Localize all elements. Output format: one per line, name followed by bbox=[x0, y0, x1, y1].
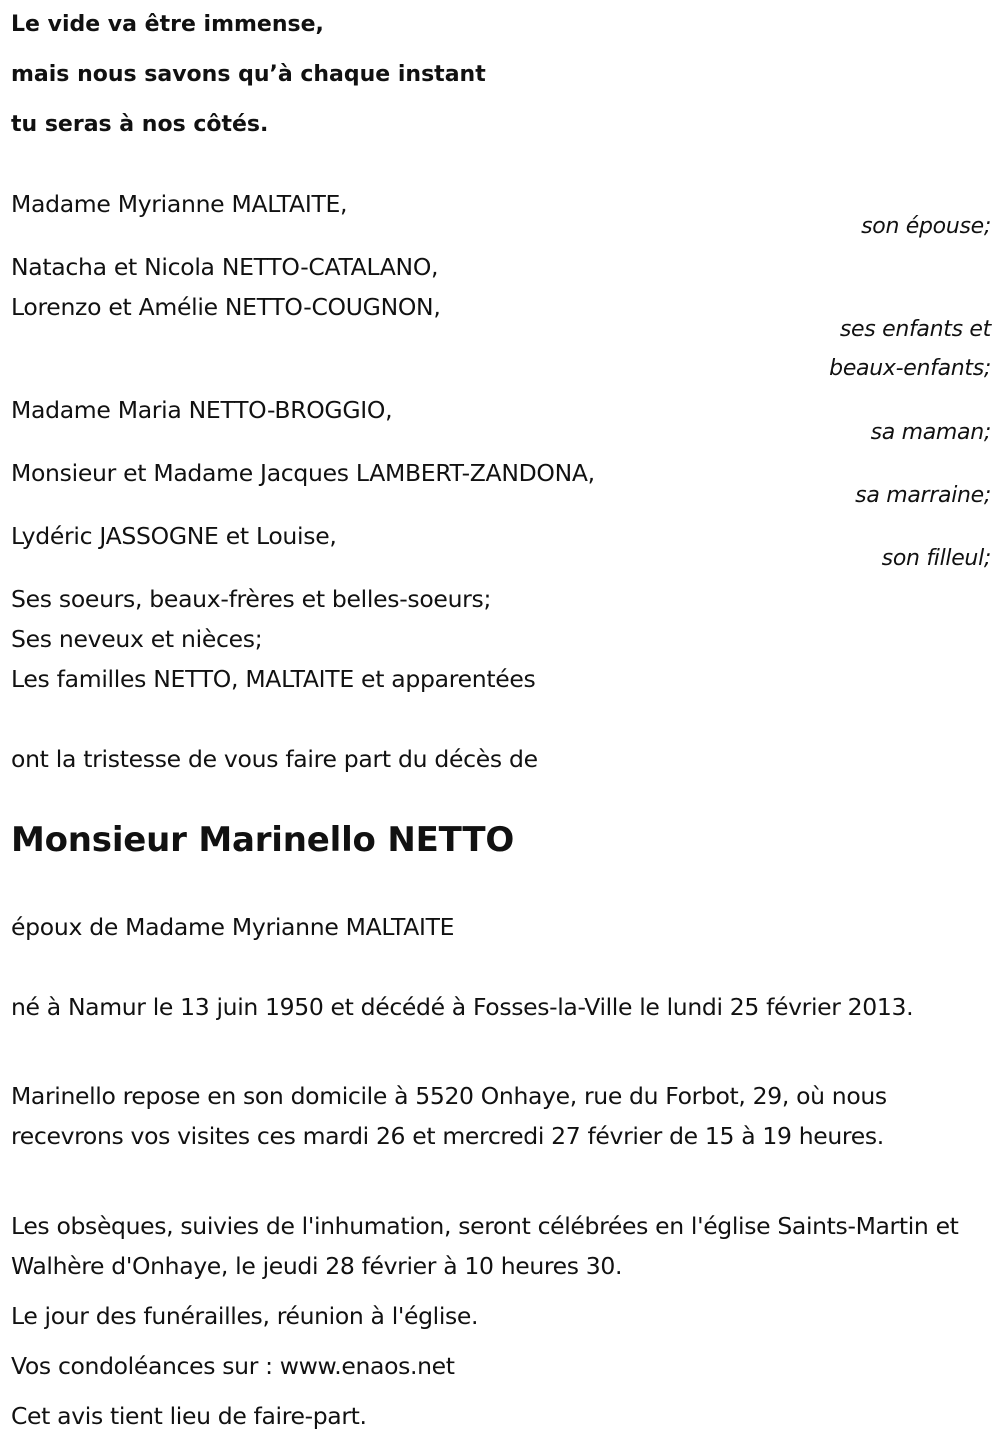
family-name-mother: Madame Maria NETTO-BROGGIO, bbox=[11, 396, 393, 424]
deceased-name: Monsieur Marinello NETTO bbox=[11, 820, 515, 860]
announcement-text: ont la tristesse de vous faire part du décès de bbox=[11, 745, 538, 773]
family-name-godmother: Monsieur et Madame Jacques LAMBERT-ZANDONA, bbox=[11, 459, 595, 487]
quote-line-3: tu seras à nos côtés. bbox=[11, 112, 269, 137]
detail-birth-death: né à Namur le 13 juin 1950 et décédé à Fosses-la-Ville le lundi 25 février 2013. bbox=[11, 993, 914, 1021]
family-name-child-2: Lorenzo et Amélie NETTO-COUGNON, bbox=[11, 293, 441, 321]
quote-line-1: Le vide va être immense, bbox=[11, 12, 324, 37]
relatives-line-3: Les familles NETTO, MALTAITE et apparentées bbox=[11, 665, 536, 693]
family-role-godmother: sa marraine; bbox=[855, 483, 991, 508]
detail-notice: Cet avis tient lieu de faire-part. bbox=[11, 1402, 367, 1430]
detail-funeral: Les obsèques, suivies de l'inhumation, seront célébrées en l'église Saints-Martin et Walhère d'Onhaye, le jeudi 28 février à 10 heures 30. bbox=[11, 1212, 959, 1280]
family-name-child-1: Natacha et Nicola NETTO-CATALANO, bbox=[11, 253, 439, 281]
quote-line-2: mais nous savons qu’à chaque instant bbox=[11, 62, 486, 87]
deceased-spouse: époux de Madame Myrianne MALTAITE bbox=[11, 913, 455, 941]
family-role-children-line-1: ses enfants et bbox=[839, 317, 991, 342]
family-role-spouse: son épouse; bbox=[861, 214, 991, 239]
family-role-godson: son filleul; bbox=[881, 546, 991, 571]
detail-meeting: Le jour des funérailles, réunion à l'église. bbox=[11, 1302, 479, 1330]
relatives-line-1: Ses soeurs, beaux-frères et belles-soeurs; bbox=[11, 585, 492, 613]
relatives-line-2: Ses neveux et nièces; bbox=[11, 625, 263, 653]
family-name-spouse: Madame Myrianne MALTAITE, bbox=[11, 190, 348, 218]
detail-visitation: Marinello repose en son domicile à 5520 Onhaye, rue du Forbot, 29, où nous recevrons vos visites ces mardi 26 et mercredi 27 février de 15 à 19 heures. bbox=[11, 1082, 887, 1150]
family-role-mother: sa maman; bbox=[870, 420, 991, 445]
family-role-children-line-2: beaux-enfants; bbox=[829, 356, 991, 381]
family-name-godson: Lydéric JASSOGNE et Louise, bbox=[11, 522, 337, 550]
detail-condolences: Vos condoléances sur : www.enaos.net bbox=[11, 1352, 455, 1380]
